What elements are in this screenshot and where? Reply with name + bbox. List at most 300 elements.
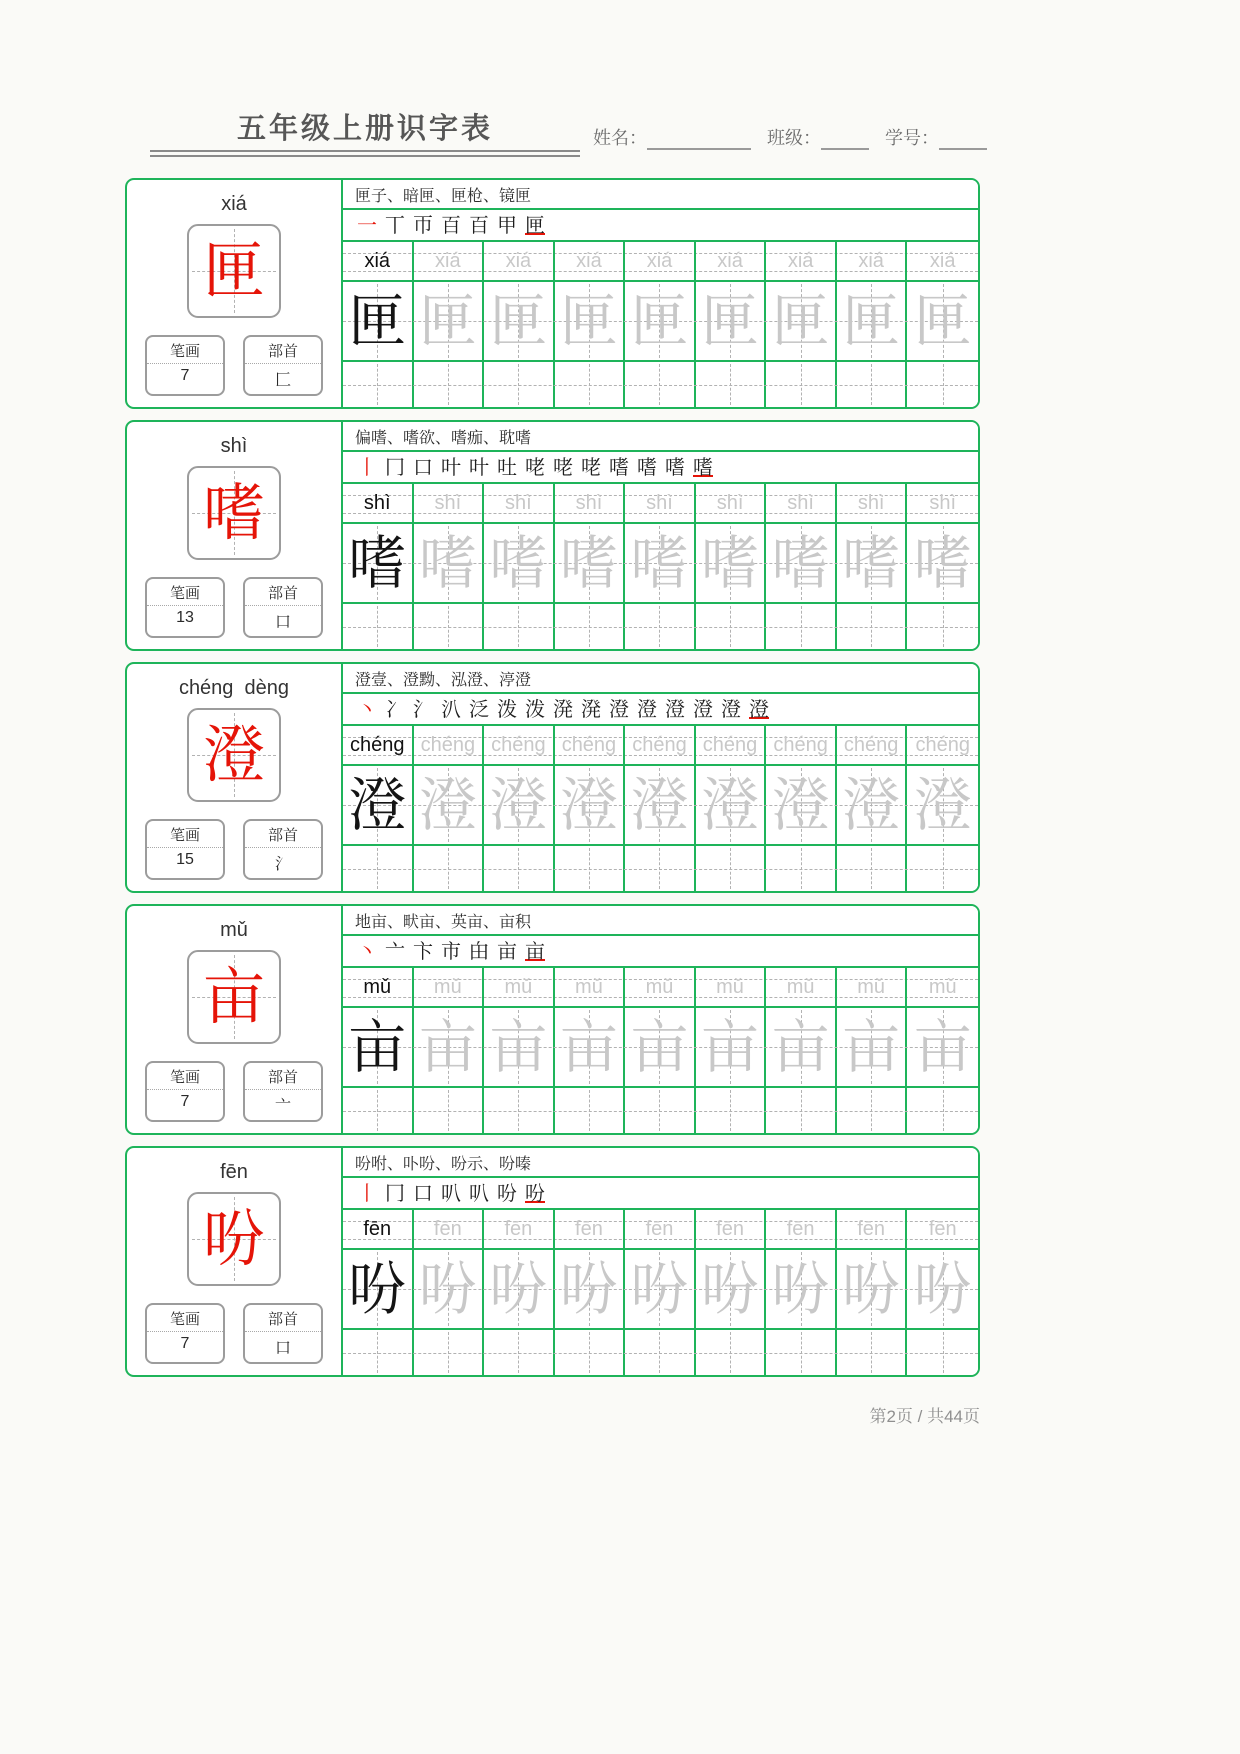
char-trace-cell: [625, 1250, 696, 1328]
radical-box: [243, 577, 323, 638]
empty-cell: [625, 604, 696, 649]
stroke-step: 嗜: [693, 455, 713, 479]
name-field: [593, 124, 751, 150]
char-meta: [127, 819, 341, 880]
meta-label: 部首: [245, 1063, 321, 1090]
stroke-step: 丨: [357, 1181, 377, 1205]
empty-cell: [343, 1088, 414, 1133]
empty-cell: [766, 362, 837, 407]
char-info-panel: [127, 664, 343, 891]
stroke-step: 匣: [525, 213, 545, 237]
meta-value: 口: [274, 1340, 291, 1357]
stroke-order-row: [343, 1178, 978, 1210]
stroke-step: 甶: [469, 939, 489, 963]
pinyin-cell: fēn: [343, 1210, 414, 1248]
pinyin-cell: fēn: [484, 1210, 555, 1248]
char-trace-cell: [837, 766, 908, 844]
empty-cell: [696, 362, 767, 407]
empty-cell: [907, 1088, 978, 1133]
char-trace-glyph: 吩: [630, 1255, 689, 1323]
char-pinyin: mǔ: [220, 919, 248, 941]
stroke-step: 百: [469, 213, 489, 237]
empty-practice-row: [343, 1088, 978, 1133]
pinyin-cell: xiá: [555, 242, 626, 280]
char-trace-cell: [766, 766, 837, 844]
pinyin-cell: mǔ: [766, 968, 837, 1006]
meta-label: 部首: [245, 337, 321, 364]
char-trace-cell: [696, 1008, 767, 1086]
pinyin-cell: xiá: [414, 242, 485, 280]
pinyin-cell: mǔ: [625, 968, 696, 1006]
stroke-count-box: [145, 1061, 225, 1122]
stroke-step: 丶: [357, 697, 377, 721]
student-id-field: [885, 124, 987, 150]
char-trace-cell: [343, 282, 414, 360]
char-trace-glyph: 澄: [559, 771, 618, 839]
radical-box: [243, 819, 323, 880]
char-trace-glyph: 澄: [771, 771, 830, 839]
stroke-order-row: [343, 210, 978, 242]
char-trace-cell: [484, 1008, 555, 1086]
char-trace-cell: [414, 282, 485, 360]
pinyin-cell: xiá: [929, 249, 956, 272]
stroke-step: 叭: [441, 1181, 461, 1205]
char-display-box: [187, 950, 281, 1044]
char-practice-row: [343, 1008, 978, 1088]
stroke-step: 冂: [385, 455, 405, 479]
stroke-step: 溌: [553, 697, 573, 721]
char-trace-cell: [414, 1250, 485, 1328]
pinyin-cell: shì: [625, 484, 696, 522]
empty-cell: [343, 604, 414, 649]
empty-cell: [625, 362, 696, 407]
char-trace-cell: [555, 766, 626, 844]
char-trace-cell: [766, 1008, 837, 1086]
char-trace-cell: [555, 1250, 626, 1328]
practice-panel: [343, 1148, 978, 1375]
practice-panel: [343, 180, 978, 407]
char-practice-row: [343, 1250, 978, 1330]
char-trace-glyph: 匣: [913, 287, 972, 355]
empty-cell: [414, 1088, 485, 1133]
char-practice-row: [343, 524, 978, 604]
pinyin-practice-row: [343, 726, 978, 766]
empty-cell: [625, 1330, 696, 1375]
char-info-panel: [127, 422, 343, 649]
radical-box: [243, 1303, 323, 1364]
char-trace-cell: [696, 766, 767, 844]
pinyin-cell: chéng: [414, 726, 485, 764]
page-title: 五年级上册识字表: [236, 113, 493, 145]
char-meta: [127, 335, 341, 396]
char-trace-glyph: 吩: [559, 1255, 618, 1323]
char-trace-glyph: 澄: [701, 771, 760, 839]
char-pinyin: fēn: [220, 1161, 248, 1183]
char-trace-cell: [907, 282, 978, 360]
stroke-step: 澄: [609, 697, 629, 721]
stroke-step: 汃: [441, 697, 461, 721]
stroke-step: 溌: [581, 697, 601, 721]
empty-cell: [484, 1330, 555, 1375]
radical-box: [243, 335, 323, 396]
char-block: [125, 1146, 980, 1377]
char-trace-glyph: 亩: [701, 1013, 760, 1081]
char-meta: [127, 1061, 341, 1122]
char-meta: [127, 577, 341, 638]
char-glyph: 嗜: [202, 476, 265, 549]
pinyin-cell: xiá: [837, 242, 908, 280]
char-trace-cell: [343, 1008, 414, 1086]
stroke-count-box: [145, 819, 225, 880]
char-trace-glyph: 匣: [630, 287, 689, 355]
char-trace-glyph: 匣: [701, 287, 760, 355]
empty-cell: [484, 846, 555, 891]
char-display-box: [187, 466, 281, 560]
stroke-step: 亩: [497, 939, 517, 963]
stroke-step: 叶: [441, 455, 461, 479]
char-trace-glyph: 澄: [348, 771, 407, 839]
char-trace-cell: [414, 766, 485, 844]
pinyin-practice-row: [343, 484, 978, 524]
char-trace-glyph: 澄: [418, 771, 477, 839]
pinyin-cell: xiá: [766, 242, 837, 280]
pinyin-cell: chéng: [343, 726, 414, 764]
pinyin-cell: shì: [484, 484, 555, 522]
char-info-panel: [127, 1148, 343, 1375]
stroke-step: 泼: [525, 697, 545, 721]
student-id-blank: [939, 128, 987, 150]
empty-cell: [907, 846, 978, 891]
title-rule: [150, 150, 580, 157]
stroke-step: 叶: [469, 455, 489, 479]
char-block: [125, 178, 980, 409]
stroke-step: 泼: [497, 697, 517, 721]
empty-cell: [343, 362, 414, 407]
radical-box: [243, 1061, 323, 1122]
char-trace-glyph: 嗜: [489, 529, 548, 597]
char-trace-glyph: 亩: [559, 1013, 618, 1081]
pinyin-cell: xiá: [484, 242, 555, 280]
empty-cell: [343, 846, 414, 891]
meta-label: 部首: [245, 821, 321, 848]
footer-page-info: 第2页 / 共44页: [869, 1407, 980, 1426]
char-trace-cell: [484, 524, 555, 602]
empty-cell: [555, 1088, 626, 1133]
name-label: 姓名：: [593, 128, 647, 148]
char-trace-cell: [343, 524, 414, 602]
char-trace-cell: [696, 524, 767, 602]
pinyin-cell: shì: [837, 484, 908, 522]
char-trace-cell: [907, 766, 978, 844]
pinyin-cell: xiá: [696, 242, 767, 280]
char-trace-cell: [837, 524, 908, 602]
empty-cell: [696, 604, 767, 649]
char-block: [125, 662, 980, 893]
stroke-step: 亠: [385, 939, 405, 963]
empty-cell: [555, 604, 626, 649]
pinyin-cell: chéng: [625, 726, 696, 764]
empty-cell: [696, 846, 767, 891]
stroke-step: 澄: [721, 697, 741, 721]
pinyin-cell: chéng: [555, 726, 626, 764]
empty-cell: [766, 846, 837, 891]
stroke-step: 吐: [497, 455, 517, 479]
char-trace-glyph: 亩: [418, 1013, 477, 1081]
meta-label: 部首: [245, 1305, 321, 1332]
pinyin-cell: chéng: [915, 733, 970, 756]
char-trace-cell: [907, 524, 978, 602]
stroke-step: 吩: [497, 1181, 517, 1205]
char-trace-cell: [625, 766, 696, 844]
words-row: 匣子、暗匣、匣枪、镜匣: [343, 180, 978, 210]
stroke-step: 嗜: [637, 455, 657, 479]
char-trace-cell: [555, 282, 626, 360]
pinyin-cell: mǔ: [555, 968, 626, 1006]
meta-value: 7: [180, 1335, 190, 1352]
meta-value: 口: [274, 614, 291, 631]
char-trace-glyph: 澄: [489, 771, 548, 839]
stroke-step: 冂: [385, 1181, 405, 1205]
empty-cell: [907, 604, 978, 649]
meta-value: 7: [180, 367, 190, 384]
char-trace-glyph: 吩: [913, 1255, 972, 1323]
stroke-step: 市: [441, 939, 461, 963]
stroke-step: 叭: [469, 1181, 489, 1205]
pinyin-cell: fēn: [625, 1210, 696, 1248]
char-trace-cell: [414, 524, 485, 602]
stroke-step: 丅: [385, 213, 405, 237]
char-trace-cell: [907, 1008, 978, 1086]
pinyin-cell: chéng: [696, 726, 767, 764]
empty-cell: [766, 1088, 837, 1133]
empty-cell: [484, 604, 555, 649]
pinyin-cell: mǔ: [343, 968, 414, 1006]
char-trace-glyph: 亩: [771, 1013, 830, 1081]
char-display-box: [187, 708, 281, 802]
stroke-order-row: [343, 694, 978, 726]
stroke-order-row: [343, 936, 978, 968]
stroke-count-box: [145, 577, 225, 638]
stroke-step: 丶: [357, 939, 377, 963]
stroke-step: 澄: [693, 697, 713, 721]
char-trace-glyph: 嗜: [771, 529, 830, 597]
meta-value: 氵: [274, 856, 291, 873]
char-trace-cell: [696, 282, 767, 360]
pinyin-cell: fēn: [766, 1210, 837, 1248]
char-trace-cell: [484, 766, 555, 844]
stroke-step: 口: [413, 455, 433, 479]
char-trace-cell: [484, 1250, 555, 1328]
char-trace-cell: [766, 1250, 837, 1328]
pinyin-cell: chéng: [484, 726, 555, 764]
meta-value: 匚: [274, 372, 291, 389]
char-trace-cell: [837, 1008, 908, 1086]
meta-label: 笔画: [147, 579, 223, 606]
stroke-step: 咾: [581, 455, 601, 479]
char-trace-glyph: 嗜: [559, 529, 618, 597]
empty-practice-row: [343, 846, 978, 891]
empty-cell: [837, 846, 908, 891]
meta-value: 亠: [274, 1098, 291, 1115]
char-trace-glyph: 匣: [842, 287, 901, 355]
empty-cell: [484, 362, 555, 407]
stroke-step: 嗜: [609, 455, 629, 479]
pinyin-practice-row: [343, 1210, 978, 1250]
stroke-step: 咾: [553, 455, 573, 479]
char-trace-cell: [343, 766, 414, 844]
char-practice-row: [343, 766, 978, 846]
pinyin-cell: chéng: [766, 726, 837, 764]
meta-label: 笔画: [147, 337, 223, 364]
empty-cell: [625, 846, 696, 891]
pinyin-cell: mǔ: [484, 968, 555, 1006]
empty-practice-row: [343, 362, 978, 407]
pinyin-cell: xiá: [625, 242, 696, 280]
pinyin-cell: shì: [929, 491, 957, 514]
empty-cell: [555, 362, 626, 407]
pinyin-cell: fēn: [928, 1217, 957, 1240]
char-trace-cell: [555, 524, 626, 602]
stroke-step: 嗜: [665, 455, 685, 479]
words-row: 澄壹、澄黝、泓澄、渟澄: [343, 664, 978, 694]
stroke-step: 帀: [413, 213, 433, 237]
meta-label: 笔画: [147, 1063, 223, 1090]
meta-value: 7: [180, 1093, 190, 1110]
pinyin-cell: mǔ: [837, 968, 908, 1006]
empty-cell: [837, 1330, 908, 1375]
char-pinyin: chéng dèng: [178, 677, 290, 699]
class-field: [767, 124, 869, 150]
char-glyph: 澄: [202, 718, 265, 791]
pinyin-cell: fēn: [414, 1210, 485, 1248]
empty-cell: [555, 1330, 626, 1375]
pinyin-cell: mǔ: [696, 968, 767, 1006]
char-trace-cell: [837, 282, 908, 360]
words-row: 吩咐、卟吩、吩示、吩嗪: [343, 1148, 978, 1178]
char-trace-glyph: 嗜: [913, 529, 972, 597]
empty-cell: [414, 1330, 485, 1375]
pinyin-cell: fēn: [555, 1210, 626, 1248]
class-blank: [821, 128, 869, 150]
stroke-step: 澄: [637, 697, 657, 721]
meta-value: 13: [176, 609, 194, 626]
char-info-panel: [127, 180, 343, 407]
stroke-step: 卞: [413, 939, 433, 963]
meta-label: 部首: [245, 579, 321, 606]
empty-cell: [907, 1330, 978, 1375]
char-trace-cell: [625, 524, 696, 602]
empty-cell: [696, 1088, 767, 1133]
blocks: [125, 178, 980, 1388]
empty-cell: [414, 604, 485, 649]
char-trace-glyph: 吩: [701, 1255, 760, 1323]
stroke-step: 澄: [749, 697, 769, 721]
char-trace-glyph: 亩: [489, 1013, 548, 1081]
practice-panel: [343, 906, 978, 1133]
empty-cell: [766, 604, 837, 649]
pinyin-cell: shì: [696, 484, 767, 522]
char-pinyin: shì: [220, 435, 248, 457]
pinyin-practice-row: [343, 242, 978, 282]
char-trace-glyph: 吩: [348, 1255, 407, 1323]
practice-panel: [343, 422, 978, 649]
stroke-step: 澄: [665, 697, 685, 721]
empty-cell: [414, 846, 485, 891]
stroke-order-row: [343, 452, 978, 484]
empty-cell: [414, 362, 485, 407]
char-glyph: 匣: [202, 234, 265, 307]
stroke-step: 口: [413, 1181, 433, 1205]
char-trace-glyph: 嗜: [348, 529, 407, 597]
empty-cell: [837, 1088, 908, 1133]
char-trace-cell: [625, 1008, 696, 1086]
char-trace-cell: [837, 1250, 908, 1328]
char-block: [125, 420, 980, 651]
empty-cell: [907, 362, 978, 407]
char-trace-glyph: 吩: [771, 1255, 830, 1323]
empty-cell: [766, 1330, 837, 1375]
char-trace-cell: [907, 1250, 978, 1328]
stroke-step: 丨: [357, 455, 377, 479]
pinyin-cell: mǔ: [414, 968, 485, 1006]
empty-cell: [343, 1330, 414, 1375]
practice-panel: [343, 664, 978, 891]
pinyin-cell: mǔ: [928, 975, 957, 998]
stroke-step: 泛: [469, 697, 489, 721]
pinyin-cell: shì: [343, 484, 414, 522]
meta-value: 15: [176, 851, 194, 868]
pinyin-practice-row: [343, 968, 978, 1008]
char-trace-glyph: 匣: [348, 287, 407, 355]
name-blank: [647, 128, 751, 150]
stroke-count-box: [145, 335, 225, 396]
char-trace-glyph: 亩: [348, 1013, 407, 1081]
words-row: 偏嗜、嗜欲、嗜痂、耽嗜: [343, 422, 978, 452]
char-display-box: [187, 224, 281, 318]
char-trace-glyph: 嗜: [842, 529, 901, 597]
stroke-step: 吩: [525, 1181, 545, 1205]
char-trace-cell: [766, 282, 837, 360]
stroke-count-box: [145, 1303, 225, 1364]
char-glyph: 亩: [202, 960, 265, 1033]
char-trace-glyph: 匣: [771, 287, 830, 355]
empty-cell: [625, 1088, 696, 1133]
char-trace-glyph: 亩: [842, 1013, 901, 1081]
empty-cell: [555, 846, 626, 891]
stroke-step: 氵: [413, 697, 433, 721]
class-label: 班级：: [767, 128, 821, 148]
words-row: 地亩、畎亩、英亩、亩积: [343, 906, 978, 936]
stroke-step: 一: [357, 213, 377, 237]
char-trace-glyph: 澄: [630, 771, 689, 839]
stroke-step: 亩: [525, 939, 545, 963]
char-trace-cell: [696, 1250, 767, 1328]
char-trace-cell: [484, 282, 555, 360]
header-fields: [593, 124, 985, 150]
empty-cell: [837, 362, 908, 407]
empty-cell: [696, 1330, 767, 1375]
char-trace-cell: [343, 1250, 414, 1328]
empty-practice-row: [343, 604, 978, 649]
char-trace-glyph: 亩: [630, 1013, 689, 1081]
empty-cell: [484, 1088, 555, 1133]
pinyin-cell: shì: [555, 484, 626, 522]
char-trace-glyph: 澄: [842, 771, 901, 839]
char-trace-glyph: 吩: [418, 1255, 477, 1323]
empty-cell: [837, 604, 908, 649]
char-trace-cell: [625, 282, 696, 360]
char-trace-glyph: 澄: [913, 771, 972, 839]
